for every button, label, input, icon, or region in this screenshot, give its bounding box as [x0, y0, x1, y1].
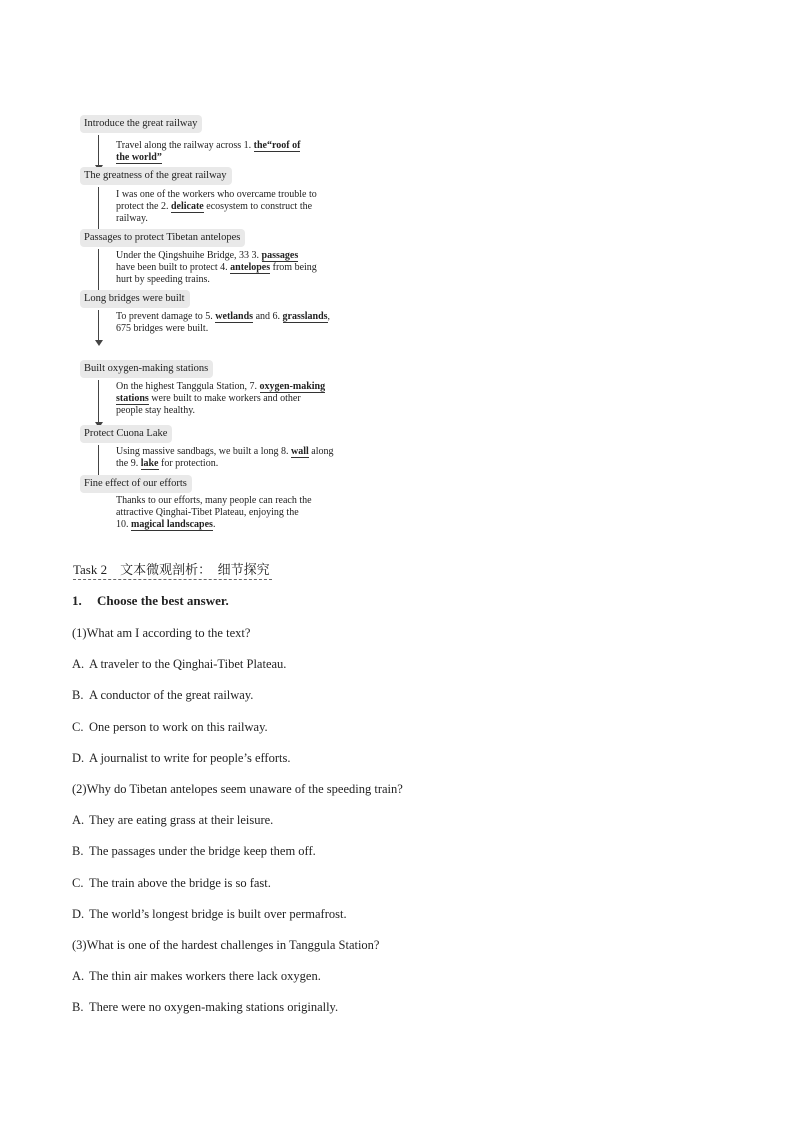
- answer-option[interactable]: [72, 718, 268, 736]
- flow-detail-line: [116, 262, 356, 274]
- flow-step: [80, 473, 370, 493]
- option-label: B.: [72, 688, 84, 702]
- flow-step-heading: Built oxygen-making stations: [80, 360, 213, 378]
- blank-answer: the world”: [116, 152, 162, 163]
- flow-detail-line: [116, 274, 356, 286]
- blank-answer: stations: [116, 393, 149, 404]
- detail-text: the 9.: [116, 458, 141, 469]
- option-text: The passages under the bridge keep them off.: [89, 844, 316, 858]
- flow-detail-line: [116, 393, 356, 405]
- option-text: The thin air makes workers there lack oxygen.: [89, 969, 321, 983]
- question-stem: (3)What is one of the hardest challenges in Tanggula Station?: [72, 938, 380, 952]
- option-text: A conductor of the great railway.: [89, 688, 254, 702]
- answer-option[interactable]: [72, 874, 271, 892]
- blank-answer: oxygen-making: [259, 381, 326, 392]
- blank-answer: delicate: [170, 201, 204, 212]
- detail-text: people stay healthy.: [116, 405, 196, 416]
- option-label: A.: [72, 813, 85, 827]
- flow-step: [80, 227, 370, 247]
- flow-detail-line: [116, 140, 356, 152]
- exercise-heading: [72, 592, 229, 610]
- detail-text: and 6.: [253, 311, 283, 322]
- flow-step-heading: Long bridges were built: [80, 290, 190, 308]
- flow-step-detail: [116, 189, 356, 225]
- answer-option[interactable]: [72, 998, 338, 1016]
- detail-text: along: [308, 446, 334, 457]
- flow-detail-line: [116, 311, 356, 323]
- detail-text: Using massive sandbags, we built a long 8.: [116, 446, 291, 457]
- detail-text: attractive Qinghai-Tibet Plateau, enjoying the: [116, 507, 299, 518]
- question-stem: (2)Why do Tibetan antelopes seem unaware of the speeding train?: [72, 782, 403, 796]
- detail-text: were built to make workers and other: [148, 393, 301, 404]
- flow-step-detail: [116, 446, 356, 470]
- detail-text: protect the 2.: [116, 201, 171, 212]
- blank-answer: wall: [290, 446, 309, 457]
- flow-step: [80, 358, 370, 378]
- railway-flowchart: [80, 113, 370, 538]
- detail-text: 10.: [116, 519, 131, 530]
- task-title: Task 2 文本微观剖析： 细节探究: [73, 561, 272, 580]
- option-text: One person to work on this railway.: [89, 720, 268, 734]
- option-text: They are eating grass at their leisure.: [89, 813, 274, 827]
- option-label: A.: [72, 969, 85, 983]
- flow-step-detail: [116, 311, 356, 335]
- detail-text: ecosystem to construct the: [203, 201, 313, 212]
- detail-text: from being: [270, 262, 317, 273]
- blank-answer: wetlands: [215, 311, 254, 322]
- blank-answer: grasslands: [282, 311, 328, 322]
- flow-step: [80, 113, 370, 133]
- blank-answer: antelopes: [230, 262, 271, 273]
- flow-detail-line: [116, 189, 356, 201]
- flow-step: [80, 423, 370, 443]
- detail-text: On the highest Tanggula Station, 7.: [116, 381, 260, 392]
- flow-detail-line: [116, 405, 356, 417]
- flow-detail-line: [116, 250, 356, 262]
- detail-text: .: [212, 519, 216, 530]
- option-text: The world’s longest bridge is built over permafrost.: [89, 907, 347, 921]
- answer-option[interactable]: [72, 749, 290, 767]
- flow-detail-line: [116, 201, 356, 213]
- answer-option[interactable]: [72, 811, 273, 829]
- detail-text: railway.: [116, 213, 148, 224]
- flow-detail-line: [116, 323, 356, 335]
- flow-step-detail: [116, 381, 356, 417]
- flow-step: [80, 288, 370, 308]
- flow-arrow-icon: [94, 380, 104, 428]
- flow-step-heading: Fine effect of our efforts: [80, 475, 192, 493]
- flow-detail-line: [116, 519, 356, 531]
- flow-step-heading: Passages to protect Tibetan antelopes: [80, 229, 245, 247]
- answer-option[interactable]: [72, 686, 253, 704]
- flow-detail-line: [116, 507, 356, 519]
- detail-text: have been built to protect 4.: [116, 262, 231, 273]
- flow-detail-line: [116, 152, 356, 164]
- blank-answer: the“roof of: [253, 140, 301, 151]
- detail-text: ,: [327, 311, 331, 322]
- answer-option[interactable]: [72, 905, 347, 923]
- detail-text: 675 bridges were built.: [116, 323, 209, 334]
- flow-step-heading: Introduce the great railway: [80, 115, 202, 133]
- option-label: B.: [72, 844, 84, 858]
- detail-text: Travel along the railway across 1.: [116, 140, 254, 151]
- option-label: D.: [72, 751, 85, 765]
- question-stem: (1)What am I according to the text?: [72, 626, 251, 640]
- option-text: There were no oxygen-making stations originally.: [89, 1000, 339, 1014]
- detail-text: Thanks to our efforts, many people can reach the: [116, 495, 312, 506]
- flow-detail-line: [116, 495, 356, 507]
- option-label: A.: [72, 657, 85, 671]
- flow-step-detail: [116, 250, 356, 286]
- flow-arrow-icon: [94, 310, 104, 346]
- answer-option[interactable]: [72, 655, 286, 673]
- flow-detail-line: [116, 458, 356, 470]
- blank-answer: passages: [261, 250, 299, 261]
- detail-text: Under the Qingshuihe Bridge, 33 3.: [116, 250, 262, 261]
- answer-option[interactable]: [72, 967, 321, 985]
- option-text: The train above the bridge is so fast.: [89, 876, 271, 890]
- blank-answer: lake: [140, 458, 159, 469]
- answer-option[interactable]: [72, 842, 316, 860]
- blank-answer: magical landscapes: [131, 519, 213, 530]
- option-label: B.: [72, 1000, 84, 1014]
- flow-detail-line: [116, 381, 356, 393]
- option-text: A traveler to the Qinghai-Tibet Plateau.: [89, 657, 287, 671]
- option-label: C.: [72, 876, 84, 890]
- detail-text: I was one of the workers who overcame trouble to: [116, 189, 317, 200]
- flow-detail-line: [116, 446, 356, 458]
- detail-text: hurt by speeding trains.: [116, 274, 210, 285]
- flow-step-detail: [116, 140, 356, 164]
- flow-step-heading: Protect Cuona Lake: [80, 425, 172, 443]
- flow-step-detail: [116, 495, 356, 531]
- flow-step-heading: The greatness of the great railway: [80, 167, 232, 185]
- flow-step: [80, 165, 370, 185]
- option-text: A journalist to write for people’s efforts.: [89, 751, 291, 765]
- detail-text: for protection.: [158, 458, 219, 469]
- option-label: C.: [72, 720, 84, 734]
- exercise-number: 1.: [72, 593, 82, 608]
- flow-detail-line: [116, 213, 356, 225]
- option-label: D.: [72, 907, 85, 921]
- exercise-instruction: Choose the best answer.: [97, 593, 229, 608]
- detail-text: To prevent damage to 5.: [116, 311, 216, 322]
